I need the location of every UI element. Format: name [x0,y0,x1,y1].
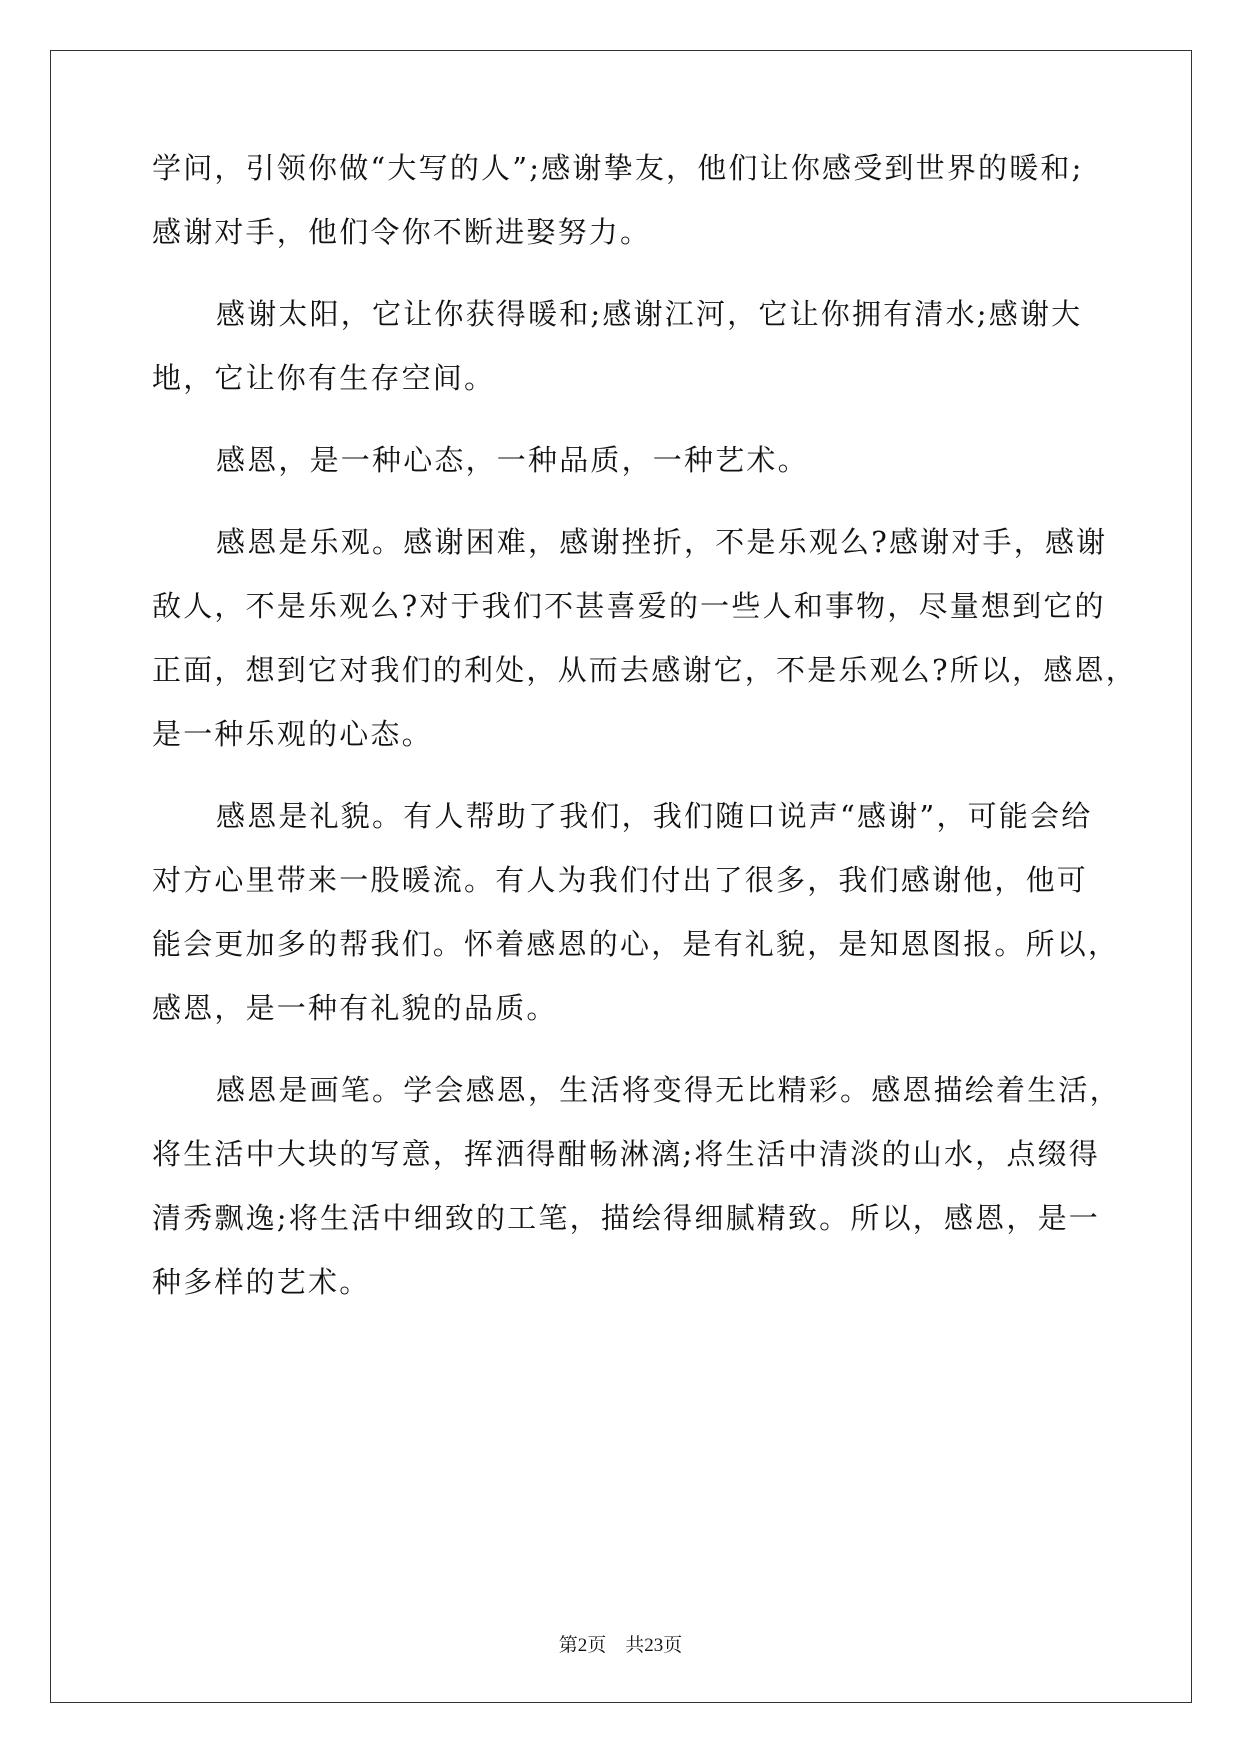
paragraph-start-line: 感恩是礼貌。有人帮助了我们，我们随口说声“感谢”，可能会给 [216,799,1093,833]
paragraph-start-line: 感恩是乐观。感谢困难，感谢挫折，不是乐观么?感谢对手，感谢 [216,525,1108,559]
text-line: 学问，引领你做“大写的人”;感谢挚友，他们让你感受到世界的暖和; [152,151,1084,185]
text-line: 种多样的艺术。 [152,1265,371,1299]
paragraph-start-line: 感恩是画笔。学会感恩，生活将变得无比精彩。感恩描绘着生活， [216,1073,1121,1107]
paragraph-start-line: 感谢太阳，它让你获得暖和;感谢江河，它让你拥有清水;感谢大 [216,297,1083,331]
text-line: 清秀飘逸;将生活中细致的工笔，描绘得细腻精致。所以，感恩，是一 [152,1201,1100,1235]
text-line: 地，它让你有生存空间。 [152,361,496,395]
paragraph-start-line: 感恩，是一种心态，一种品质，一种艺术。 [216,443,809,477]
text-line: 将生活中大块的写意，挥洒得酣畅淋漓;将生活中清淡的山水，点缀得 [152,1137,1100,1171]
text-line: 敌人，不是乐观么?对于我们不甚喜爱的一些人和事物，尽量想到它的 [152,589,1106,623]
text-line: 是一种乐观的心态。 [152,717,433,751]
text-line: 正面，想到它对我们的利处，从而去感谢它，不是乐观么?所以，感恩， [152,653,1137,687]
text-line: 感恩，是一种有礼貌的品质。 [152,991,558,1025]
page-number-footer: 第2页 共23页 [558,1635,683,1656]
text-line: 感谢对手，他们令你不断进娶努力。 [152,215,652,249]
text-line: 能会更加多的帮我们。怀着感恩的心，是有礼貌，是知恩图报。所以， [152,927,1120,961]
text-line: 对方心里带来一股暖流。有人为我们付出了很多，我们感谢他，他可 [152,863,1089,897]
